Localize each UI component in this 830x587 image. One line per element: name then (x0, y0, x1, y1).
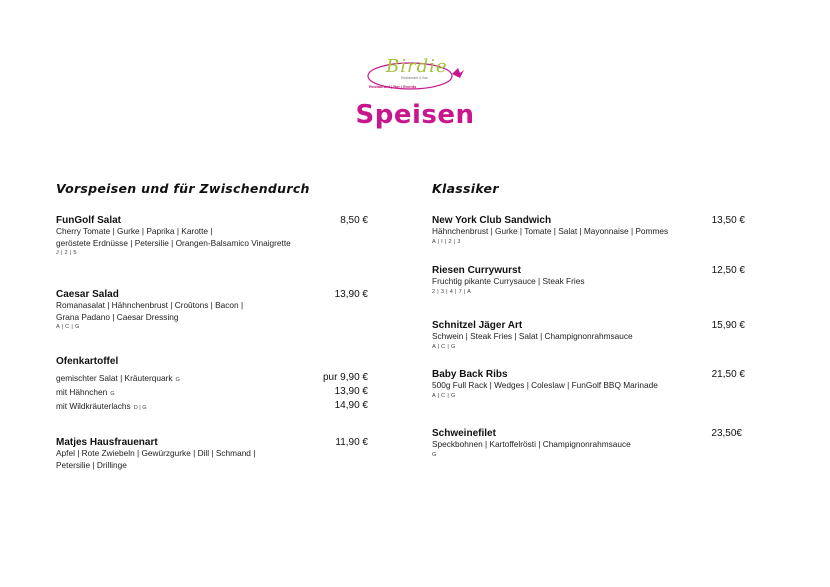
item-description: Cherry Tomate | Gurke | Paprika | Karotte | (56, 226, 213, 236)
variant-label: mit Hähnchen (56, 387, 108, 397)
item-allergens: A | C | G (56, 324, 80, 330)
item-description: Fruchtig pikante Currysauce | Steak Fries (432, 276, 585, 286)
item-allergens: J | 2 | 5 (56, 250, 77, 256)
item-allergens: A | C | G (432, 343, 456, 350)
item-description: geröstete Erdnüsse | Petersilie | Orangen-Balsamico Vinaigrette (56, 237, 291, 248)
item-price: 11,90 € (335, 437, 368, 448)
item-description: Petersilie | Drillinge (56, 459, 127, 470)
birdie-logo (364, 54, 468, 98)
item-price: 21,50 € (711, 369, 745, 380)
menu-item (432, 320, 712, 352)
item-name: FunGolf Salat (56, 215, 121, 226)
item-description: Speckbohnen | Kartoffelrösti | Champignonrahmsauce (432, 439, 631, 449)
menu-item (432, 265, 712, 297)
item-description: 500g Full Rack | Wedges | Coleslaw | FunGolf BBQ Marinade (432, 380, 658, 390)
item-name: Schweinefilet (432, 428, 496, 439)
logo-tagline: Restaurant & Bar (401, 76, 428, 80)
menu-item (432, 369, 712, 401)
item-price: 13,50 € (711, 215, 745, 226)
item-description: Hähnchenbrust | Gurke | Tomate | Salat | Mayonnaise | Pommes (432, 226, 669, 236)
logo-wordmark: Birdie (386, 56, 448, 77)
variant-price: 13,90 € (334, 386, 368, 397)
item-allergens: A | C | G (432, 392, 456, 399)
item-price: 8,50 € (340, 215, 368, 226)
item-name: Riesen Currywurst (432, 265, 521, 276)
item-description: Grana Padano | Caesar Dressing (56, 311, 179, 322)
item-name: New York Club Sandwich (432, 215, 552, 226)
item-variant (56, 373, 180, 383)
variant-label: gemischter Salat | Kräuterquark (56, 373, 173, 383)
item-description: Romanasalat | Hähnchenbrust | Croûtons | Bacon | (56, 300, 244, 310)
item-name: Matjes Hausfrauenart (56, 437, 158, 448)
item-variant (56, 387, 115, 397)
item-name: Baby Back Ribs (432, 369, 508, 380)
item-name: Caesar Salad (56, 289, 119, 300)
item-name: Schnitzel Jäger Art (432, 320, 523, 331)
item-allergens: A | I | 2 | 3 (432, 238, 461, 245)
section-heading-starters: Vorspeisen und für Zwischendurch (56, 181, 310, 196)
item-price: 23,50€ (711, 428, 742, 439)
menu-item (56, 356, 118, 367)
variant-allergens: G (175, 377, 180, 383)
item-allergens: 2 | 3 | 4 | 7 | A (432, 288, 472, 295)
item-allergens: G (432, 451, 437, 458)
menu-item (432, 428, 712, 460)
variant-allergens: G (110, 391, 115, 397)
item-variant (56, 401, 147, 411)
variant-price: 14,90 € (334, 400, 368, 411)
variant-allergens: D | G (133, 405, 147, 411)
page-title: Speisen (355, 100, 475, 130)
item-price: 12,50 € (711, 265, 745, 276)
menu-item (56, 437, 336, 471)
menu-item (56, 215, 336, 258)
item-price: 13,90 € (334, 289, 368, 300)
item-description: Schwein | Steak Fries | Salat | Champignonrahmsauce (432, 331, 633, 341)
menu-item (432, 215, 712, 247)
section-heading-classics: Klassiker (432, 181, 499, 196)
variant-label: mit Wildkräuterlachs (56, 401, 131, 411)
variant-price: pur 9,90 € (322, 372, 368, 383)
item-description: Apfel | Rote Zwiebeln | Gewürzgurke | Dill | Schmand | (56, 448, 256, 458)
logo-subline: Restaurant | Bar | Events (369, 84, 417, 89)
menu-item (56, 289, 336, 332)
item-price: 15,90 € (711, 320, 745, 331)
item-name: Ofenkartoffel (56, 356, 119, 367)
